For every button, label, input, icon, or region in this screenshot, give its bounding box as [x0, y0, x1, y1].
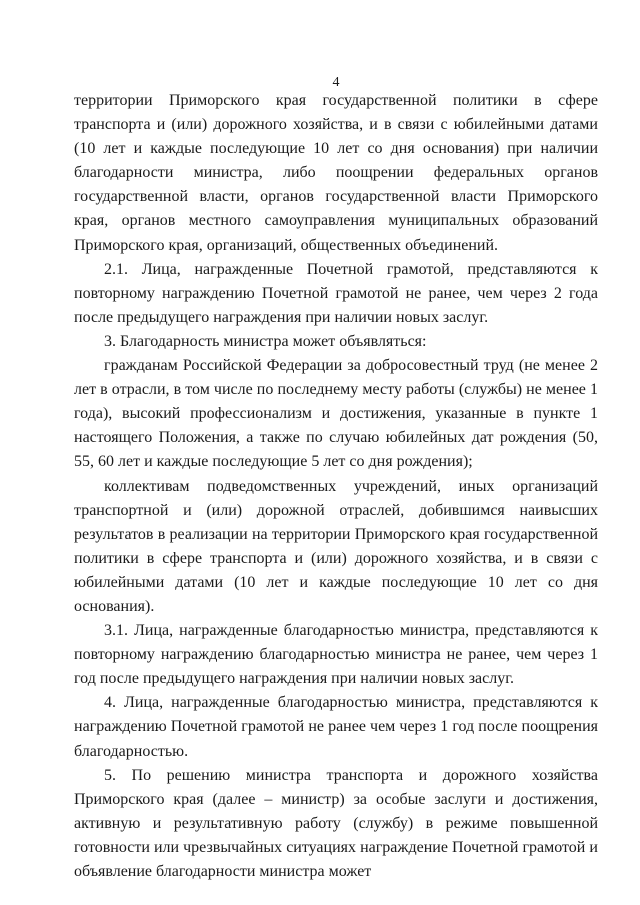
- paragraph-3-citizens: гражданам Российской Федерации за добросовестный труд (не менее 2 лет в отрасли, в том числе по последнему месту работы (службы) не менее 1 года), высокий профессионализм и достижения, указанные в пункте 1 настоящего Положения, а также по случаю юбилейных дат рождения (50, 55, 60 лет и каждые последующие 5 лет со дня рождения);: [74, 357, 598, 471]
- paragraph-3-collectives: коллективам подведомственных учреждений, иных организаций транспортной и (или) дорожной отраслей, добившимся наивысших результатов в реализации на территории Приморского края государственной политики в сфере транспорта и (или) дорожного хозяйства, и в связи с юбилейными датами (10 лет и каждые последующие 10 лет со дня основания).: [74, 477, 598, 615]
- paragraph-3-1: 3.1. Лица, награжденные благодарностью министра, представляются к повторному награждению благодарностью министра не ранее, чем через 1 год после предыдущего награждения при наличии новых заслуг.: [74, 622, 598, 688]
- paragraph-5: 5. По решению министра транспорта и дорожного хозяйства Приморского края (далее – министр) за особые заслуги и достижения, активную и результативную работу (службу) в режиме повышенной готовности или чрезвычайных ситуациях награждение Почетной грамотой и объявление благодарности министра может: [74, 766, 598, 880]
- document-body: [74, 89, 598, 884]
- paragraph-3: 3. Благодарность министра может объявляться:: [104, 332, 427, 350]
- paragraph-continuation: территории Приморского края государственной политики в сфере транспорта и (или) дорожного хозяйства, и в связи с юбилейными датами (10 лет и каждые последующие 10 лет со дня основания) при наличии благодарности министра, либо поощрении федеральных органов государственной власти, органов государственной власти Приморского края, органов местного самоуправления муниципальных образований Приморского края, организаций, общественных объединений.: [74, 92, 598, 254]
- paragraph-4: 4. Лица, награжденные благодарностью министра, представляются к награждению Почетной грамотой не ранее чем через 1 год после поощрения благодарностью.: [74, 694, 598, 760]
- paragraph-2-1: 2.1. Лица, награжденные Почетной грамотой, представляются к повторному награждению Почетной грамотой не ранее, чем через 2 года после предыдущего награждения при наличии новых заслуг.: [74, 260, 598, 326]
- page-number: 4: [332, 75, 340, 90]
